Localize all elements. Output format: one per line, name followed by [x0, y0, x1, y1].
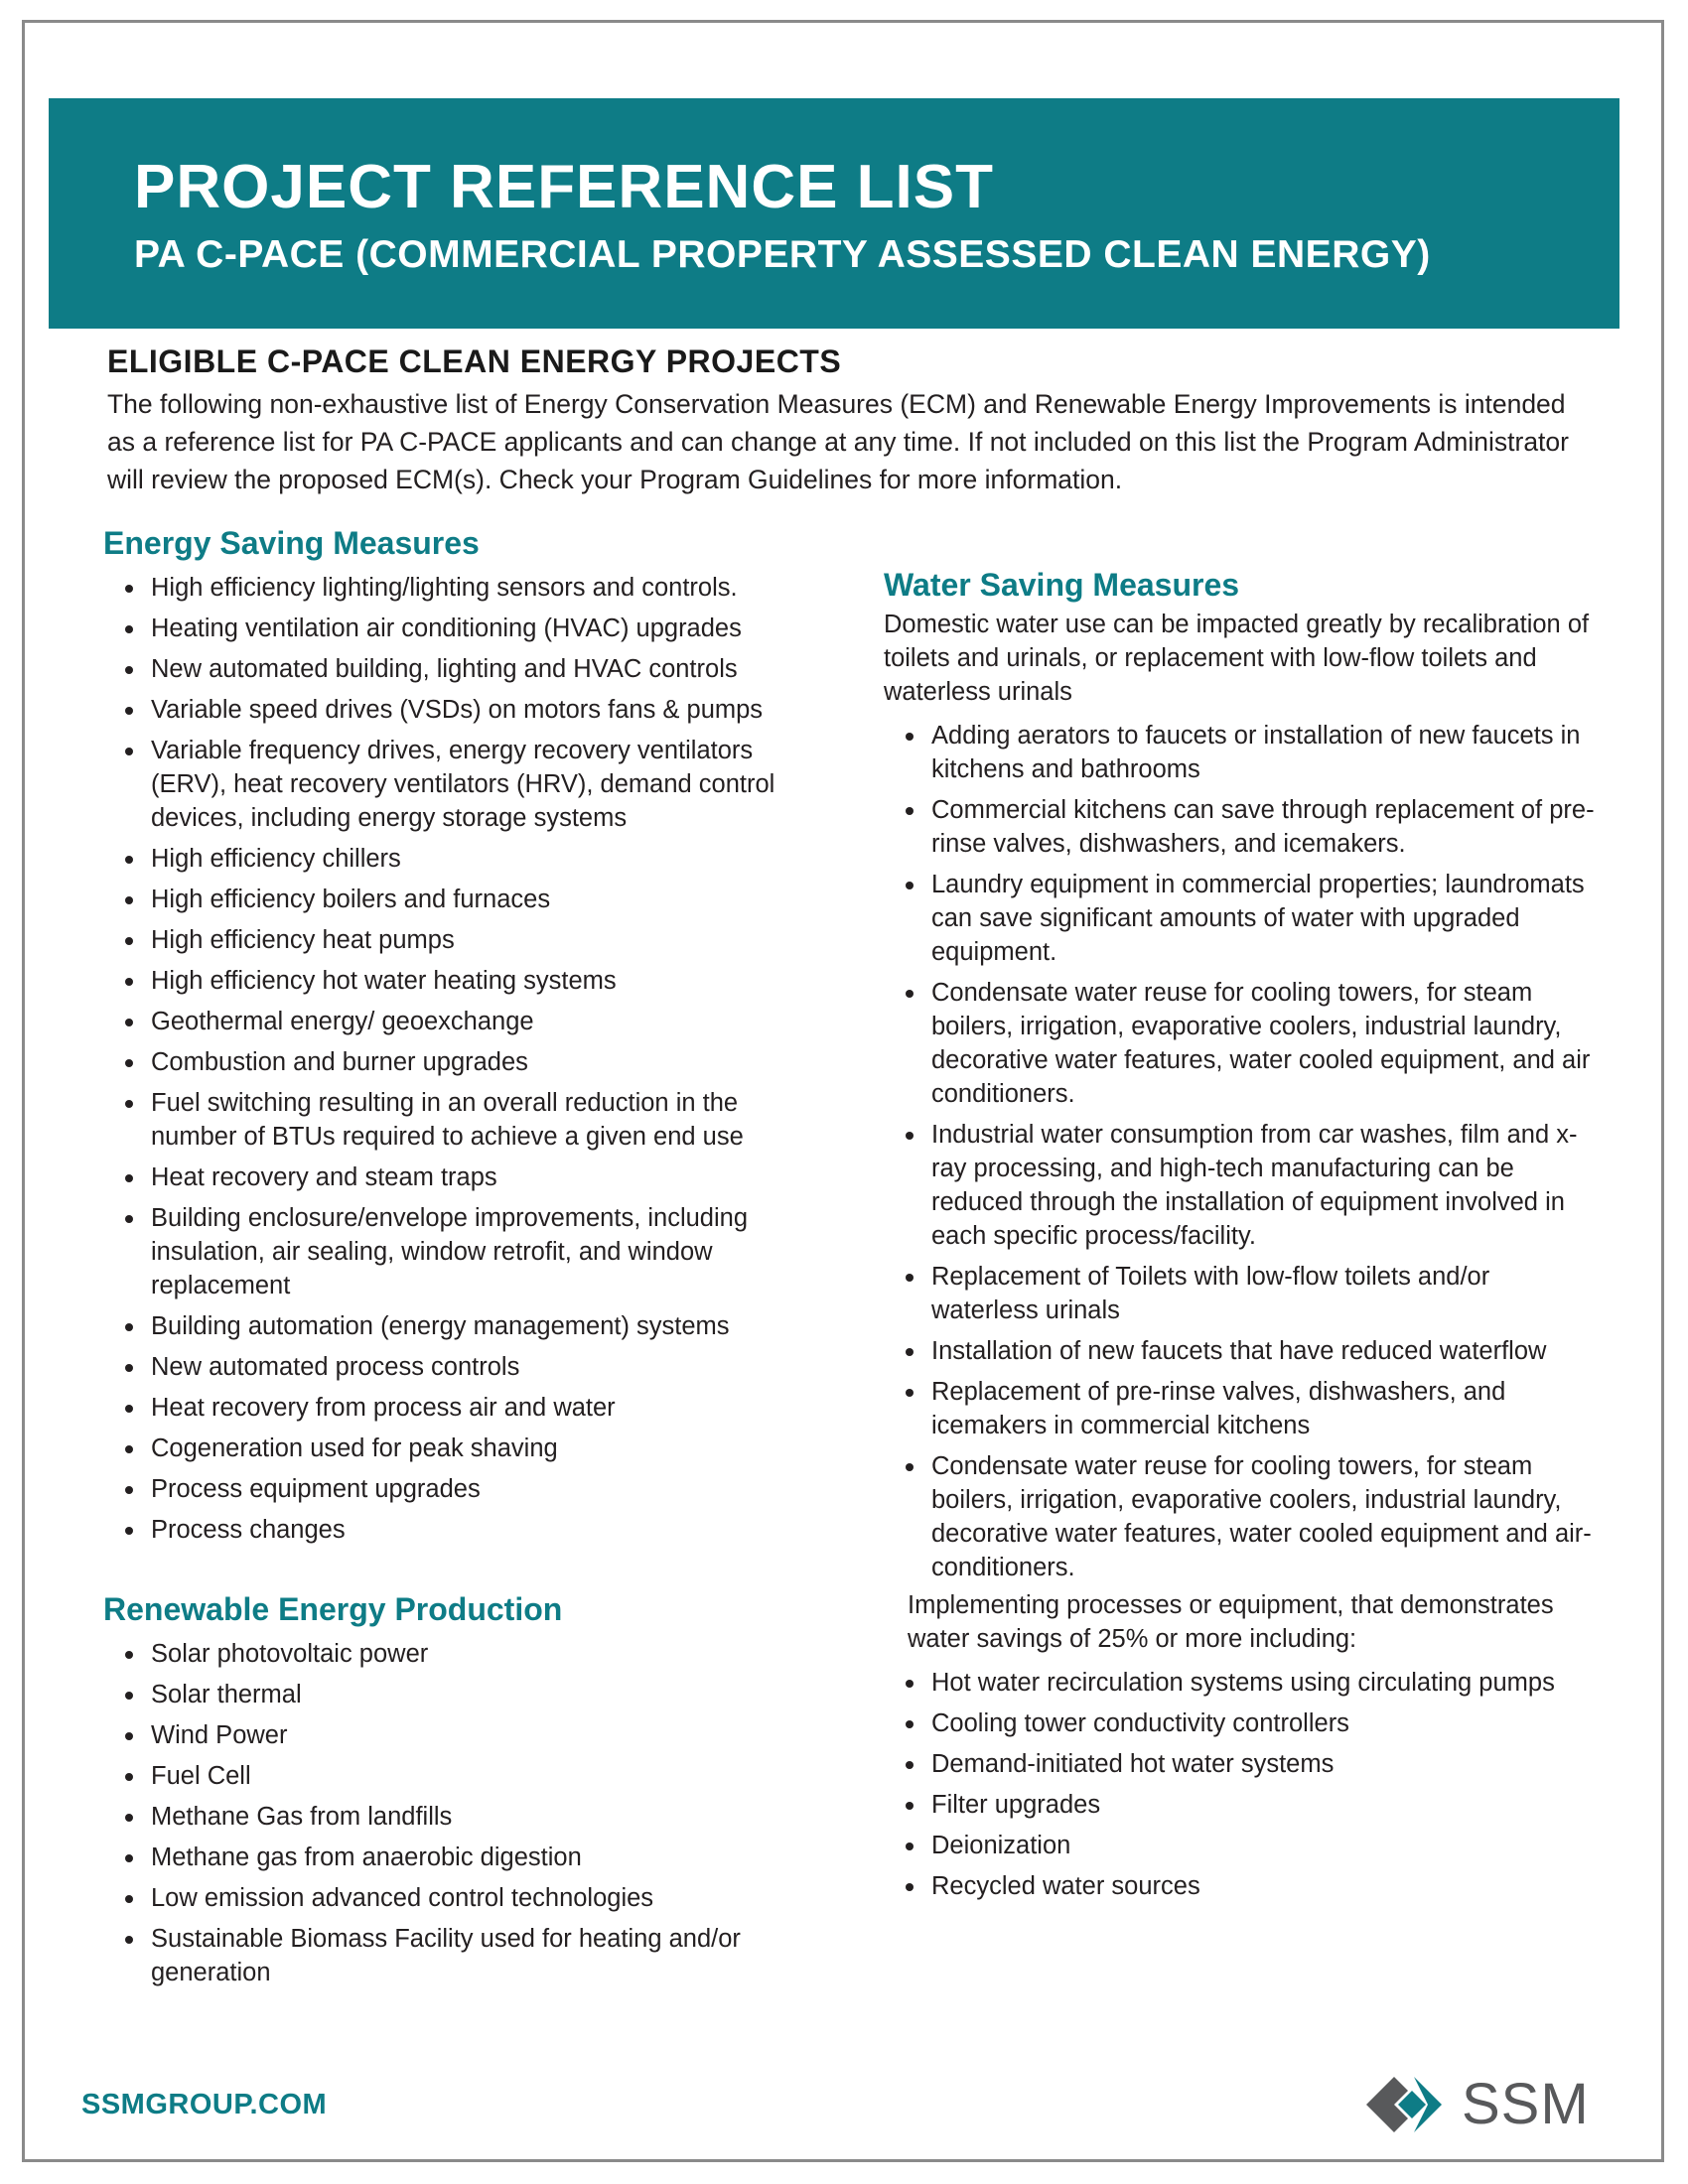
list-item-text: Replacement of Toilets with low-flow toilets and/or waterless urinals: [931, 1263, 1490, 1324]
bullet-icon: [906, 1761, 914, 1769]
bullet-icon: [906, 733, 914, 741]
list-item: [103, 1637, 818, 1671]
renewable-heading: Renewable Energy Production: [103, 1591, 563, 1627]
bullet-icon: [906, 1843, 914, 1850]
renewable-list: [103, 1637, 818, 1989]
list-item-text: Filter upgrades: [931, 1791, 1101, 1819]
bullet-icon: [125, 1854, 133, 1862]
list-item-text: Variable speed drives (VSDs) on motors fans & pumps: [151, 696, 764, 724]
bullet-icon: [906, 1802, 914, 1810]
list-item-text: Geothermal energy/ geoexchange: [151, 1008, 534, 1035]
list-item-text: Building automation (energy management) systems: [151, 1312, 730, 1340]
list-item: [103, 1922, 818, 1989]
bullet-icon: [125, 1364, 133, 1372]
list-item-text: High efficiency hot water heating systems: [151, 967, 617, 995]
list-item-text: Adding aerators to faucets or installation of new faucets in kitchens and bathrooms: [931, 722, 1581, 783]
intro-paragraph: The following non-exhaustive list of Energy Conservation Measures (ECM) and Renewable Energy Improvements is intended as a reference list for PA C-PACE applicants and can change at any time. If not included on this list the Program Administrator will review the proposed ECM(s). Check your Program Guidelines for more information.: [107, 389, 1569, 494]
list-item-text: Heat recovery and steam traps: [151, 1163, 497, 1191]
list-item-text: Demand-initiated hot water systems: [931, 1750, 1335, 1778]
list-item: [103, 842, 818, 876]
bullet-icon: [125, 748, 133, 755]
bullet-icon: [906, 882, 914, 889]
list-item-text: High efficiency chillers: [151, 845, 401, 873]
list-item: [103, 1160, 818, 1194]
ssm-logo-icon: [1362, 2069, 1458, 2140]
list-item: [884, 1449, 1599, 1584]
bullet-icon: [125, 707, 133, 715]
list-item-text: Heating ventilation air conditioning (HVAC) upgrades: [151, 614, 742, 642]
bullet-icon: [906, 807, 914, 815]
logo-text: SSM: [1462, 2072, 1590, 2136]
bullet-icon: [125, 1773, 133, 1781]
list-item-text: Process equipment upgrades: [151, 1475, 481, 1503]
list-item-text: Commercial kitchens can save through replacement of pre-rinse valves, dishwashers, and icemakers.: [931, 796, 1595, 858]
list-item-text: High efficiency heat pumps: [151, 926, 455, 954]
water-saving-intro: Domestic water use can be impacted greatly by recalibration of toilets and urinals, or replacement with low-flow toilets and waterless urinals: [884, 611, 1590, 706]
list-item-text: High efficiency lighting/lighting sensors and controls.: [151, 574, 738, 602]
bullet-icon: [906, 1720, 914, 1728]
list-item: [103, 1201, 818, 1302]
list-item: [103, 734, 818, 835]
list-item-text: Solar thermal: [151, 1681, 302, 1708]
list-item: [884, 1260, 1599, 1327]
list-item: [103, 1472, 818, 1506]
bullet-icon: [125, 1445, 133, 1453]
bullet-icon: [125, 1732, 133, 1740]
bullet-icon: [125, 1814, 133, 1822]
eligible-heading: ELIGIBLE C-PACE CLEAN ENERGY PROJECTS: [107, 343, 842, 379]
list-item-text: Condensate water reuse for cooling towers, for steam boilers, irrigation, evaporative coolers, industrial laundry, decorative water features, water cooled equipment and air-conditioners.: [931, 1452, 1592, 1581]
list-item: [884, 1375, 1599, 1442]
list-item: [103, 1309, 818, 1343]
bullet-icon: [906, 1348, 914, 1356]
implementing-list: [884, 1666, 1599, 1903]
bullet-icon: [125, 1174, 133, 1182]
list-item: [103, 1881, 818, 1915]
footer-url[interactable]: SSMGROUP.COM: [81, 2089, 328, 2120]
list-item: [103, 1086, 818, 1154]
list-item: [884, 1747, 1599, 1781]
list-item: [884, 1118, 1599, 1253]
header-banner: [49, 98, 1619, 329]
list-item: [103, 1391, 818, 1425]
bullet-icon: [906, 1389, 914, 1397]
list-item-text: New automated building, lighting and HVAC controls: [151, 655, 738, 683]
list-item: [884, 1334, 1599, 1368]
list-item: [103, 883, 818, 916]
list-item: [103, 1005, 818, 1038]
list-item: [103, 1718, 818, 1752]
list-item-text: Installation of new faucets that have reduced waterflow: [931, 1337, 1547, 1365]
list-item: [103, 1841, 818, 1874]
list-item: [103, 1759, 818, 1793]
list-item: [103, 964, 818, 998]
list-item-text: Building enclosure/envelope improvements, including insulation, air sealing, window retrofit, and window replacement: [151, 1204, 749, 1299]
bullet-icon: [906, 1274, 914, 1282]
list-item-text: High efficiency boilers and furnaces: [151, 886, 551, 913]
list-item-text: Solar photovoltaic power: [151, 1640, 429, 1668]
bullet-icon: [125, 625, 133, 633]
list-item-text: New automated process controls: [151, 1353, 520, 1381]
bullet-icon: [125, 1527, 133, 1535]
list-item-text: Wind Power: [151, 1721, 288, 1749]
bullet-icon: [125, 896, 133, 904]
list-item: [103, 1513, 818, 1547]
list-item: [103, 1678, 818, 1711]
list-item-text: Methane Gas from landfills: [151, 1803, 453, 1831]
energy-saving-list: [103, 571, 818, 1547]
list-item: [884, 868, 1599, 969]
bullet-icon: [125, 1651, 133, 1659]
list-item-text: Cooling tower conductivity controllers: [931, 1709, 1349, 1737]
list-item: [103, 612, 818, 645]
bullet-icon: [125, 1936, 133, 1944]
list-item-text: Laundry equipment in commercial properties; laundromats can save significant amounts of water with upgraded equipment.: [931, 871, 1585, 966]
list-item-text: Process changes: [151, 1516, 346, 1544]
list-item: [884, 1869, 1599, 1903]
bullet-icon: [906, 1132, 914, 1140]
list-item-text: Fuel Cell: [151, 1762, 251, 1790]
list-item: [103, 571, 818, 605]
list-item-text: Methane gas from anaerobic digestion: [151, 1843, 582, 1871]
list-item-text: Condensate water reuse for cooling towers, for steam boilers, irrigation, evaporative coolers, industrial laundry, decorative water features, water cooled equipment, and air conditioners.: [931, 979, 1591, 1108]
list-item: [103, 1350, 818, 1384]
bullet-icon: [125, 856, 133, 864]
list-item: [884, 976, 1599, 1111]
bullet-icon: [906, 1463, 914, 1471]
list-item-text: Fuel switching resulting in an overall reduction in the number of BTUs required to achieve a given end use: [151, 1089, 744, 1151]
list-item-text: Deionization: [931, 1832, 1071, 1859]
right-column: [884, 564, 1599, 1903]
list-item-text: Low emission advanced control technologies: [151, 1884, 654, 1912]
list-item: [884, 793, 1599, 861]
list-item: [884, 1829, 1599, 1862]
list-item: [884, 1706, 1599, 1740]
list-item: [103, 652, 818, 686]
list-item-text: Variable frequency drives, energy recovery ventilators (ERV), heat recovery ventilators (HRV), demand control devices, including energy storage systems: [151, 737, 775, 832]
list-item-text: Hot water recirculation systems using circulating pumps: [931, 1669, 1555, 1697]
list-item: [884, 1666, 1599, 1700]
implementing-text: Implementing processes or equipment, that demonstrates water savings of 25% or more including:: [908, 1591, 1554, 1653]
bullet-icon: [125, 1059, 133, 1067]
list-item: [103, 1045, 818, 1079]
bullet-icon: [125, 1215, 133, 1223]
bullet-icon: [125, 1692, 133, 1700]
list-item-text: Sustainable Biomass Facility used for heating and/or generation: [151, 1925, 741, 1986]
list-item: [103, 1800, 818, 1834]
bullet-icon: [125, 666, 133, 674]
water-saving-heading: Water Saving Measures: [884, 567, 1240, 603]
list-item-text: Cogeneration used for peak shaving: [151, 1434, 558, 1462]
list-item-text: Combustion and burner upgrades: [151, 1048, 528, 1076]
bullet-icon: [125, 1895, 133, 1903]
bullet-icon: [125, 1486, 133, 1494]
bullet-icon: [906, 1883, 914, 1891]
bullet-icon: [125, 978, 133, 986]
renewable-section: [103, 1588, 818, 1989]
page-title: PROJECT REFERENCE LIST: [134, 153, 994, 221]
bullet-icon: [906, 1680, 914, 1688]
page-subtitle: PA C-PACE (COMMERCIAL PROPERTY ASSESSED CLEAN ENERGY): [134, 233, 1431, 276]
list-item: [103, 693, 818, 727]
water-saving-list: [884, 719, 1599, 1584]
bullet-icon: [125, 1405, 133, 1413]
list-item-text: Recycled water sources: [931, 1872, 1200, 1900]
list-item-text: Replacement of pre-rinse valves, dishwashers, and icemakers in commercial kitchens: [931, 1378, 1506, 1439]
list-item-text: Heat recovery from process air and water: [151, 1394, 616, 1422]
bullet-icon: [125, 1100, 133, 1108]
bullet-icon: [125, 1323, 133, 1331]
list-item-text: Industrial water consumption from car washes, film and x-ray processing, and high-tech manufacturing can be reduced through the installation of equipment involved in each specific process/facility.: [931, 1121, 1578, 1250]
bullet-icon: [125, 1019, 133, 1026]
list-item: [884, 1788, 1599, 1822]
bullet-icon: [125, 937, 133, 945]
ssm-logo: [1362, 2069, 1590, 2140]
list-item: [103, 923, 818, 957]
bullet-icon: [906, 990, 914, 998]
bullet-icon: [125, 585, 133, 593]
left-column: [103, 522, 818, 1989]
list-item: [103, 1432, 818, 1465]
energy-saving-heading: Energy Saving Measures: [103, 525, 480, 561]
list-item: [884, 719, 1599, 786]
